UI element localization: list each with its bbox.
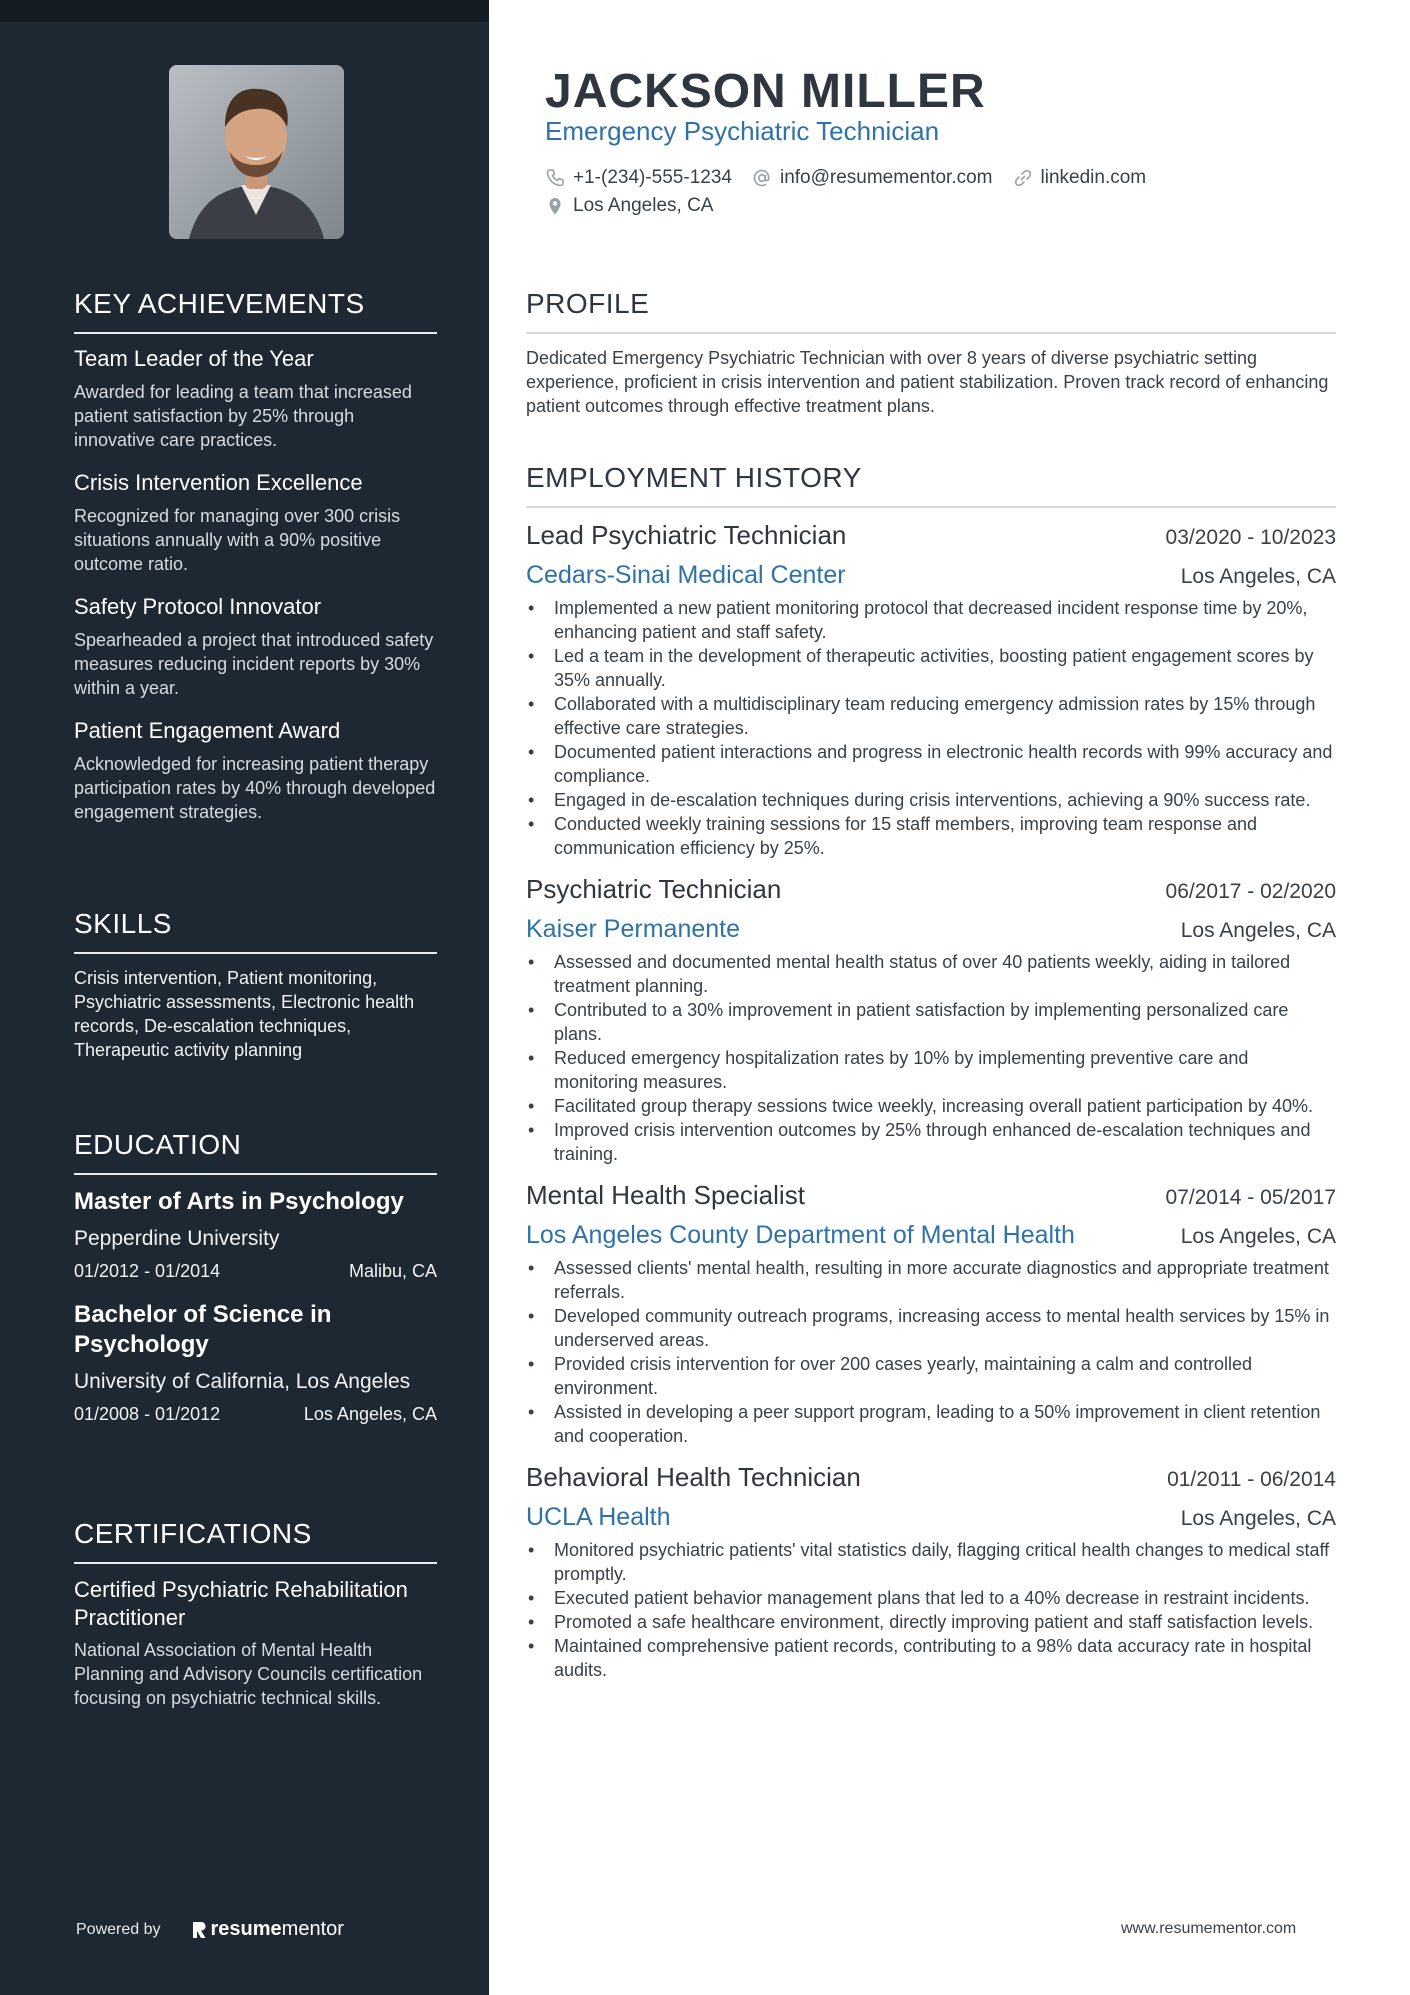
sidebar-top-band xyxy=(0,0,489,22)
education-degree: Bachelor of Science in Psychology xyxy=(74,1301,332,1358)
achievement-item xyxy=(74,470,437,576)
contact-email[interactable] xyxy=(752,167,993,189)
profile-summary: Dedicated Emergency Psychiatric Technician with over 8 years of diverse psychiatric setting experience, proficient in crisis intervention and patient stabilization. Proven track record of enhancing patient outcomes through effective treatment plans. xyxy=(526,348,1329,416)
job-dates: 03/2020 - 10/2023 xyxy=(1165,526,1336,549)
education-location: Malibu, CA xyxy=(348,1261,437,1281)
skills-heading: SKILLS xyxy=(74,908,437,954)
email-text: info@resumementor.com xyxy=(779,167,993,188)
achievement-title: Crisis Intervention Excellence xyxy=(74,470,363,495)
certification-desc: National Association of Mental Health Planning and Advisory Councils certification focusing on psychiatric technical skills. xyxy=(74,1640,423,1708)
job-bullet: • Reduced emergency hospitalization rates by 10% by implementing preventive care and monitoring measures. xyxy=(526,1046,1336,1094)
profile-section xyxy=(526,288,1336,418)
job-bullet: • Executed patient behavior management plans that led to a 40% decrease in restraint incidents. xyxy=(526,1586,1336,1610)
phone-icon xyxy=(545,168,565,188)
education-school: Pepperdine University xyxy=(74,1227,280,1250)
profile-photo xyxy=(169,65,344,239)
job-bullet: • Assisted in developing a peer support program, leading to a 50% improvement in client retention and cooperation. xyxy=(526,1400,1336,1448)
education-heading: EDUCATION xyxy=(74,1129,437,1175)
contact-linkedin[interactable] xyxy=(1013,167,1147,189)
job-title: Lead Psychiatric Technician xyxy=(526,520,847,550)
job-bullet: • Facilitated group therapy sessions twice weekly, increasing overall patient participation by 40%. xyxy=(526,1094,1336,1118)
certifications-heading: CERTIFICATIONS xyxy=(74,1518,437,1564)
sidebar xyxy=(0,0,489,1995)
education-meta xyxy=(74,1404,437,1425)
job-company: Kaiser Permanente xyxy=(526,915,741,943)
achievement-desc: Recognized for managing over 300 crisis situations annually with a 90% positive outcome ratio. xyxy=(74,506,401,574)
achievement-item xyxy=(74,346,437,452)
employment-heading: EMPLOYMENT HISTORY xyxy=(526,462,1336,508)
phone-text: +1-(234)-555-1234 xyxy=(573,167,732,188)
achievement-desc: Acknowledged for increasing patient therapy participation rates by 40% through developed engagement strategies. xyxy=(74,754,436,822)
achievements-section xyxy=(74,288,437,842)
job-bullet: • Led a team in the development of therapeutic activities, boosting patient engagement scores by 35% annually. xyxy=(526,644,1336,692)
certification-title: Certified Psychiatric Rehabilitation Practitioner xyxy=(74,1577,408,1630)
location-pin-icon xyxy=(545,196,565,216)
at-sign-icon xyxy=(752,168,772,188)
job-bullet: • Collaborated with a multidisciplinary team reducing emergency admission rates by 15% through effective care strategies. xyxy=(526,692,1336,740)
job-dates: 06/2017 - 02/2020 xyxy=(1165,880,1336,903)
achievement-desc: Spearheaded a project that introduced safety measures reducing incident reports by 30% within a year. xyxy=(74,630,434,698)
job-bullets xyxy=(526,1256,1336,1448)
education-degree: Master of Arts in Psychology xyxy=(74,1188,404,1215)
candidate-name: JACKSON MILLER xyxy=(545,65,986,118)
job-bullets xyxy=(526,950,1336,1166)
achievement-title: Safety Protocol Innovator xyxy=(74,594,322,619)
job-entry xyxy=(526,874,1336,1166)
brand-name-bold: resume xyxy=(210,1918,282,1940)
job-bullet: • Improved crisis intervention outcomes by 25% through enhanced de-escalation techniques and training. xyxy=(526,1118,1336,1166)
powered-by-label: Powered by xyxy=(76,1920,161,1938)
job-location: Los Angeles, CA xyxy=(1180,1507,1336,1530)
resumementor-mark-icon xyxy=(191,1920,207,1940)
certifications-section xyxy=(74,1518,437,1710)
job-dates: 07/2014 - 05/2017 xyxy=(1165,1186,1336,1209)
job-title: Behavioral Health Technician xyxy=(526,1462,861,1492)
education-dates: 01/2008 - 01/2012 xyxy=(74,1404,221,1424)
candidate-role: Emergency Psychiatric Technician xyxy=(545,116,940,146)
job-entry xyxy=(526,1462,1336,1682)
education-school: University of California, Los Angeles xyxy=(74,1370,411,1393)
job-bullet: • Assessed and documented mental health status of over 40 patients weekly, aiding in tailored treatment planning. xyxy=(526,950,1336,998)
education-dates: 01/2012 - 01/2014 xyxy=(74,1261,221,1281)
job-bullets xyxy=(526,596,1336,860)
job-location: Los Angeles, CA xyxy=(1180,565,1336,588)
linkedin-text: linkedin.com xyxy=(1040,167,1147,188)
job-bullet: • Engaged in de-escalation techniques during crisis interventions, achieving a 90% success rate. xyxy=(526,788,1336,812)
job-company: Cedars-Sinai Medical Center xyxy=(526,561,846,589)
job-entry xyxy=(526,1180,1336,1448)
achievement-item xyxy=(74,594,437,700)
job-bullet: • Provided crisis intervention for over 200 cases yearly, maintaining a calm and controlled environment. xyxy=(526,1352,1336,1400)
job-title: Psychiatric Technician xyxy=(526,874,782,904)
contact-location xyxy=(545,195,713,217)
footer-website-link[interactable]: www.resumementor.com xyxy=(1121,1920,1297,1937)
link-icon xyxy=(1013,168,1033,188)
main-content xyxy=(489,0,1410,1995)
profile-heading: PROFILE xyxy=(526,288,1336,334)
job-bullet: • Monitored psychiatric patients' vital statistics daily, flagging critical health changes to medical staff promptly. xyxy=(526,1538,1336,1586)
education-section xyxy=(74,1129,437,1443)
achievement-title: Patient Engagement Award xyxy=(74,718,341,743)
job-bullet: • Implemented a new patient monitoring protocol that decreased incident response time by 20%, enhancing patient and staff safety. xyxy=(526,596,1336,644)
job-bullet: • Conducted weekly training sessions for 15 staff members, improving team response and communication efficiency by 25%. xyxy=(526,812,1336,860)
location-text: Los Angeles, CA xyxy=(573,195,714,216)
certification-item xyxy=(74,1576,437,1710)
contact-info xyxy=(545,164,1166,220)
job-company: UCLA Health xyxy=(526,1503,671,1531)
education-location: Los Angeles, CA xyxy=(303,1404,437,1424)
brand-name-thin: mentor xyxy=(281,1918,344,1940)
job-bullet: • Documented patient interactions and progress in electronic health records with 99% accuracy and compliance. xyxy=(526,740,1336,788)
employment-section xyxy=(526,462,1336,1696)
education-item xyxy=(74,1300,437,1425)
achievement-item xyxy=(74,718,437,824)
education-item xyxy=(74,1187,437,1282)
achievements-heading: KEY ACHIEVEMENTS xyxy=(74,288,437,334)
contact-phone[interactable] xyxy=(545,167,732,189)
job-dates: 01/2011 - 06/2014 xyxy=(1167,1468,1336,1491)
job-company: Los Angeles County Department of Mental Health xyxy=(526,1221,1075,1249)
resumementor-logo[interactable] xyxy=(191,1918,344,1941)
achievement-title: Team Leader of the Year xyxy=(74,346,314,371)
skills-section xyxy=(74,908,437,1062)
job-bullet: • Assessed clients' mental health, resulting in more accurate diagnostics and appropriate treatment referrals. xyxy=(526,1256,1336,1304)
job-bullet: • Promoted a safe healthcare environment, directly improving patient and staff satisfaction levels. xyxy=(526,1610,1336,1634)
job-location: Los Angeles, CA xyxy=(1180,1225,1336,1248)
job-title: Mental Health Specialist xyxy=(526,1180,805,1210)
job-entry xyxy=(526,520,1336,860)
achievement-desc: Awarded for leading a team that increased patient satisfaction by 25% through innovative care practices. xyxy=(74,382,412,450)
job-bullet: • Contributed to a 30% improvement in patient satisfaction by implementing personalized care plans. xyxy=(526,998,1336,1046)
education-meta xyxy=(74,1261,437,1282)
job-bullet: • Developed community outreach programs, increasing access to mental health services by 15% in underserved areas. xyxy=(526,1304,1336,1352)
job-bullet: • Maintained comprehensive patient records, contributing to a 98% data accuracy rate in hospital audits. xyxy=(526,1634,1336,1682)
skills-list: Crisis intervention, Patient monitoring, Psychiatric assessments, Electronic health records, De-escalation techniques, Therapeutic activity planning xyxy=(74,968,415,1060)
job-bullets xyxy=(526,1538,1336,1682)
job-location: Los Angeles, CA xyxy=(1180,919,1336,942)
powered-by xyxy=(76,1918,344,1941)
